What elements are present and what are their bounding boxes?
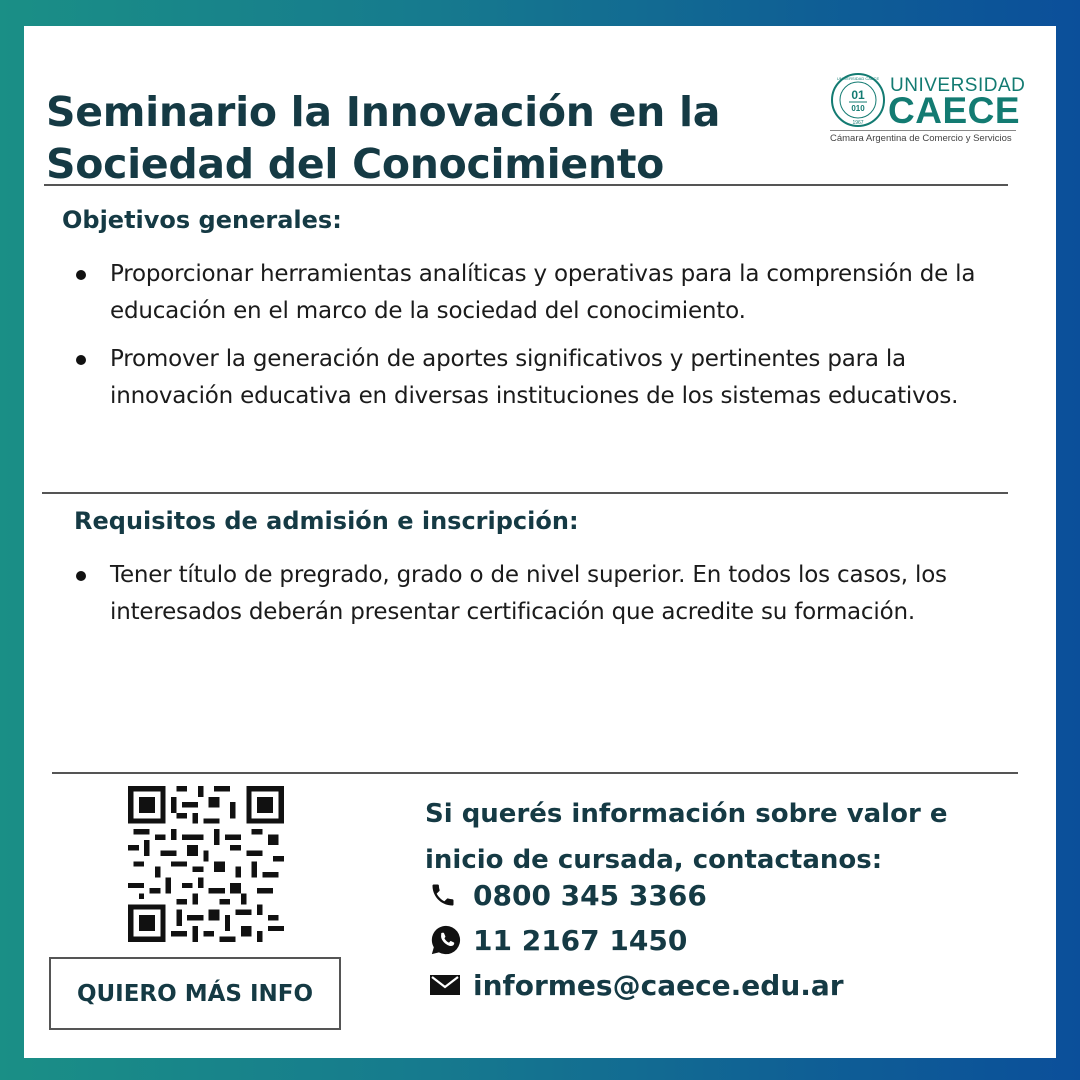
more-info-button[interactable]: QUIERO MÁS INFO bbox=[49, 957, 341, 1030]
seal-year: 1967 bbox=[852, 120, 864, 126]
flyer-card bbox=[24, 26, 1056, 1058]
email-address: informes@caece.edu.ar bbox=[473, 968, 844, 1002]
phone-icon bbox=[429, 878, 467, 912]
logo-university-text: UNIVERSIDAD bbox=[890, 75, 1026, 96]
caece-logo bbox=[830, 72, 1026, 147]
contact-heading: Si querés información sobre valor e inicio de cursada, contactanos: bbox=[425, 799, 948, 875]
phone-contact[interactable] bbox=[429, 878, 707, 912]
seal-text: UNIVERSIDAD CAECE bbox=[836, 76, 880, 81]
objectives-heading: Objetivos generales: bbox=[62, 206, 342, 234]
list-item bbox=[72, 341, 990, 415]
list-item-text: Proporcionar herramientas analíticas y operativas para la comprensión de la educación en el marco de la sociedad del conocimiento. bbox=[110, 261, 976, 324]
page-title bbox=[46, 86, 806, 190]
whatsapp-icon bbox=[429, 923, 467, 957]
mail-icon bbox=[429, 968, 467, 1002]
title-line-2: Sociedad del Conocimiento bbox=[46, 140, 664, 188]
qr-code-icon[interactable] bbox=[128, 786, 284, 942]
requirements-list bbox=[72, 557, 990, 642]
seal-code-bottom: 010 bbox=[851, 104, 865, 113]
email-contact[interactable] bbox=[429, 968, 844, 1002]
contact-divider bbox=[52, 772, 1018, 774]
bullet-dot bbox=[76, 355, 86, 365]
title-line-1: Seminario la Innovación en la bbox=[46, 88, 721, 136]
bullet-dot bbox=[76, 270, 86, 280]
list-item bbox=[72, 256, 990, 330]
whatsapp-number: 11 2167 1450 bbox=[473, 923, 688, 957]
objectives-list bbox=[72, 256, 990, 426]
logo-subtitle: Cámara Argentina de Comercio y Servicios bbox=[830, 130, 1016, 144]
university-seal-icon bbox=[830, 72, 886, 128]
list-item-text: Tener título de pregrado, grado o de nivel superior. En todos los casos, los interesados deberán presentar certificación que acredite su formación. bbox=[110, 562, 947, 625]
whatsapp-contact[interactable] bbox=[429, 923, 687, 957]
list-item bbox=[72, 557, 990, 631]
bullet-dot bbox=[76, 571, 86, 581]
title-divider bbox=[44, 184, 1008, 186]
section-divider bbox=[42, 492, 1008, 494]
phone-number: 0800 345 3366 bbox=[473, 878, 707, 912]
logo-name-text: CAECE bbox=[888, 90, 1021, 131]
seal-code-top: 01 bbox=[851, 88, 865, 102]
list-item-text: Promover la generación de aportes significativos y pertinentes para la innovación educativa en diversas instituciones de los sistemas educativos. bbox=[110, 346, 959, 409]
requirements-heading: Requisitos de admisión e inscripción: bbox=[74, 507, 579, 535]
